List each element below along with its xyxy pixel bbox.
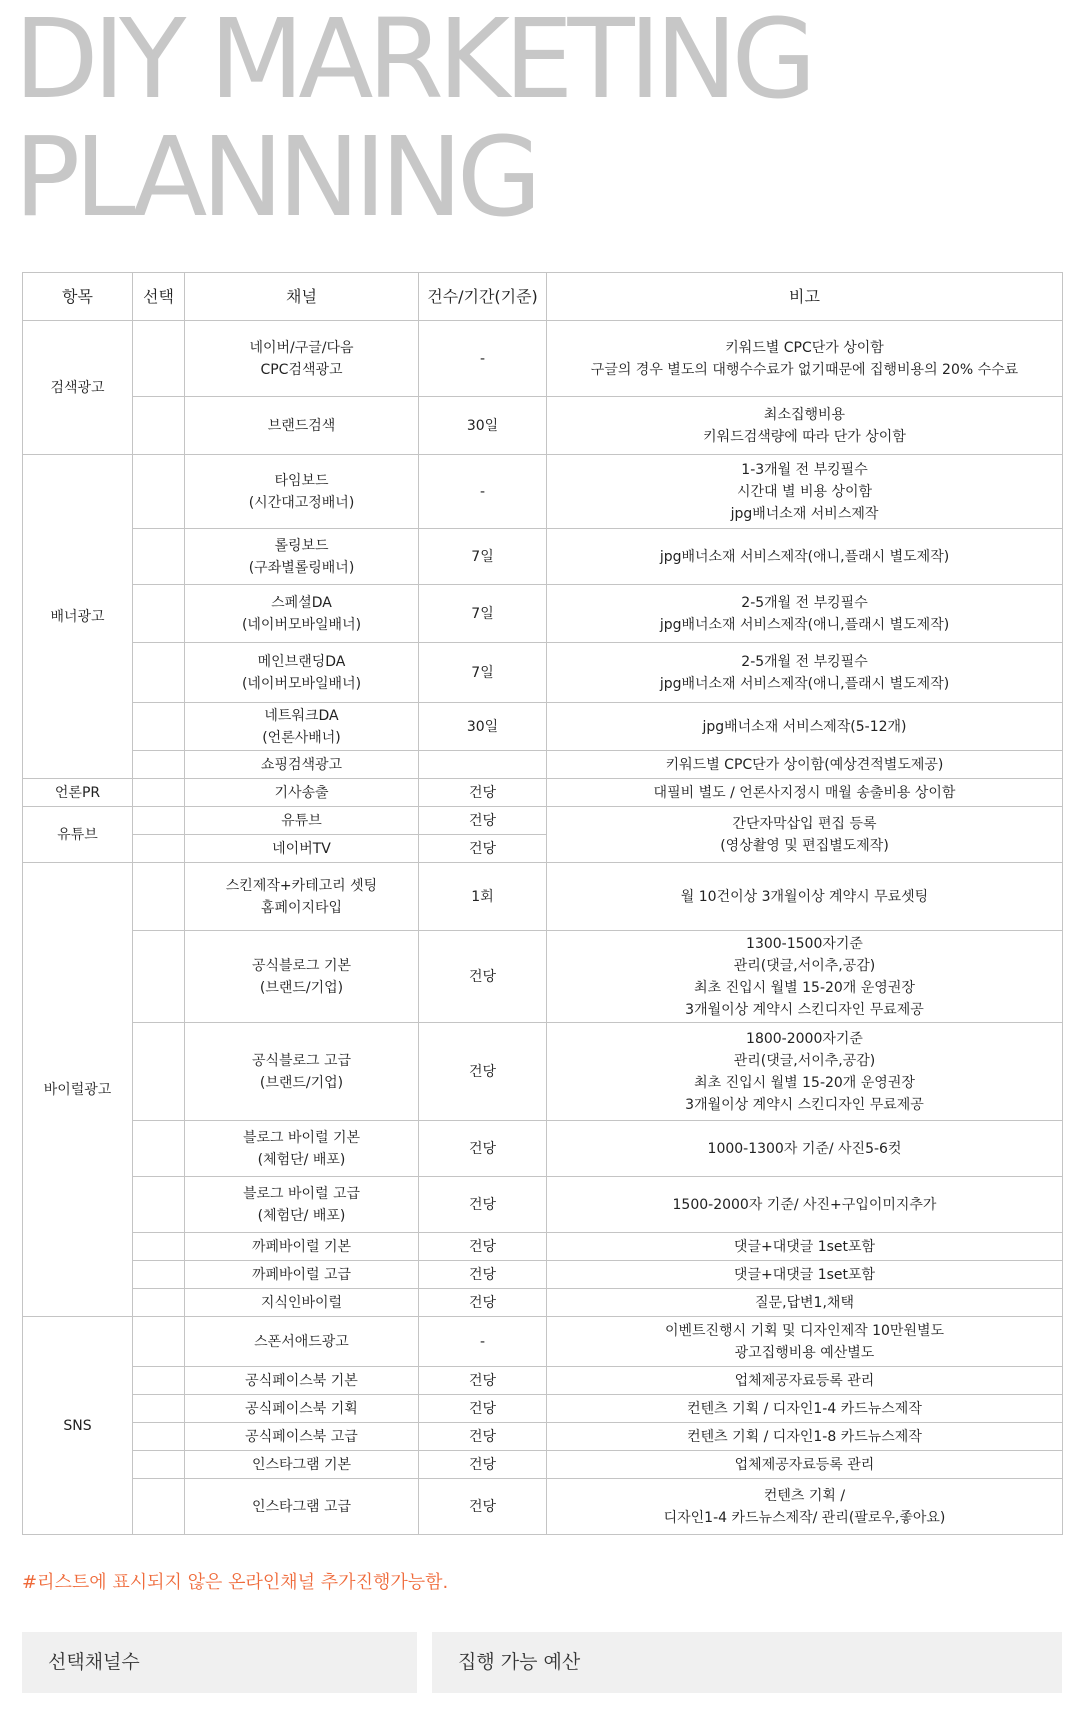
- select-cell[interactable]: [133, 585, 185, 643]
- select-cell[interactable]: [133, 1023, 185, 1121]
- table-row: [23, 643, 1063, 703]
- table-header-row: [23, 273, 1063, 321]
- count-cell: 7일: [419, 585, 547, 643]
- table-row: [23, 321, 1063, 397]
- count-cell: -: [419, 1317, 547, 1367]
- category-cell: 배너광고: [23, 455, 133, 779]
- note-cell: 1000-1300자 기준/ 사진5-6컷: [547, 1121, 1063, 1177]
- channel-cell: 네이버TV: [185, 835, 419, 863]
- select-cell[interactable]: [133, 529, 185, 585]
- table-row: [23, 585, 1063, 643]
- channel-cell: 공식페이스북 고급: [185, 1423, 419, 1451]
- count-cell: 건당: [419, 779, 547, 807]
- channel-cell: 메인브랜딩DA (네이버모바일배너): [185, 643, 419, 703]
- channel-cell: 네이버/구글/다음 CPC검색광고: [185, 321, 419, 397]
- count-cell: 건당: [419, 1121, 547, 1177]
- marketing-plan-table: [22, 272, 1063, 1535]
- note-cell: 1800-2000자기준 관리(댓글,서이추,공감) 최초 진입시 월별 15-20개 운영권장 3개월이상 계약시 스킨디자인 무료제공: [547, 1023, 1063, 1121]
- note-cell: 월 10건이상 3개월이상 계약시 무료셋팅: [547, 863, 1063, 931]
- selected-channels-box[interactable]: 선택채널수: [22, 1632, 417, 1693]
- channel-cell: 기사송출: [185, 779, 419, 807]
- table-row: [23, 1121, 1063, 1177]
- select-cell[interactable]: [133, 321, 185, 397]
- table-row: [23, 397, 1063, 455]
- select-cell[interactable]: [133, 779, 185, 807]
- note-cell: 댓글+대댓글 1set포함: [547, 1233, 1063, 1261]
- note-cell: 질문,답변1,채택: [547, 1289, 1063, 1317]
- count-cell: 건당: [419, 1395, 547, 1423]
- table-row: [23, 703, 1063, 751]
- note-cell: 최소집행비용 키워드검색량에 따라 단가 상이함: [547, 397, 1063, 455]
- channel-cell: 네트워크DA (언론사배너): [185, 703, 419, 751]
- select-cell[interactable]: [133, 863, 185, 931]
- note-cell: 1300-1500자기준 관리(댓글,서이추,공감) 최초 진입시 월별 15-20개 운영권장 3개월이상 계약시 스킨디자인 무료제공: [547, 931, 1063, 1023]
- select-cell[interactable]: [133, 1367, 185, 1395]
- channel-cell: 롤링보드 (구좌별롤링배너): [185, 529, 419, 585]
- count-cell: 30일: [419, 397, 547, 455]
- count-cell: 1회: [419, 863, 547, 931]
- category-cell: 유튜브: [23, 807, 133, 863]
- count-cell: 7일: [419, 529, 547, 585]
- select-cell[interactable]: [133, 703, 185, 751]
- header-item: 항목: [23, 273, 133, 321]
- select-cell[interactable]: [133, 1121, 185, 1177]
- note-cell: 댓글+대댓글 1set포함: [547, 1261, 1063, 1289]
- count-cell: 건당: [419, 1451, 547, 1479]
- count-cell: 30일: [419, 703, 547, 751]
- table-body: [23, 321, 1063, 1535]
- count-cell: 건당: [419, 1367, 547, 1395]
- table-row: [23, 1451, 1063, 1479]
- table-row: [23, 1177, 1063, 1233]
- select-cell[interactable]: [133, 397, 185, 455]
- select-cell[interactable]: [133, 931, 185, 1023]
- select-cell[interactable]: [133, 643, 185, 703]
- channel-cell: 까페바이럴 고급: [185, 1261, 419, 1289]
- note-cell: 업체제공자료등록 관리: [547, 1451, 1063, 1479]
- channel-cell: 공식블로그 기본 (브랜드/기업): [185, 931, 419, 1023]
- page-title: [14, 0, 811, 241]
- count-cell: [419, 751, 547, 779]
- channel-cell: 스페셜DA (네이버모바일배너): [185, 585, 419, 643]
- channel-cell: 블로그 바이럴 고급 (체험단/ 배포): [185, 1177, 419, 1233]
- header-channel: 채널: [185, 273, 419, 321]
- select-cell[interactable]: [133, 1479, 185, 1535]
- note-cell: 컨텐츠 기획 / 디자인1-8 카드뉴스제작: [547, 1423, 1063, 1451]
- select-cell[interactable]: [133, 1233, 185, 1261]
- table-row: [23, 807, 1063, 835]
- category-cell: 바이럴광고: [23, 863, 133, 1317]
- header-count: 건수/기간(기준): [419, 273, 547, 321]
- count-cell: 7일: [419, 643, 547, 703]
- table-row: [23, 779, 1063, 807]
- count-cell: 건당: [419, 1289, 547, 1317]
- header-select: 선택: [133, 273, 185, 321]
- count-cell: 건당: [419, 1423, 547, 1451]
- table-row: [23, 455, 1063, 529]
- channel-cell: 공식블로그 고급 (브랜드/기업): [185, 1023, 419, 1121]
- table-row: [23, 1289, 1063, 1317]
- note-cell: jpg배너소재 서비스제작(5-12개): [547, 703, 1063, 751]
- note-cell: 키워드별 CPC단가 상이함 구글의 경우 별도의 대행수수료가 없기때문에 집행비용의 20% 수수료: [547, 321, 1063, 397]
- budget-box[interactable]: 집행 가능 예산: [432, 1632, 1062, 1693]
- count-cell: 건당: [419, 1479, 547, 1535]
- channel-cell: 인스타그램 기본: [185, 1451, 419, 1479]
- note-cell: 업체제공자료등록 관리: [547, 1367, 1063, 1395]
- channel-cell: 쇼핑검색광고: [185, 751, 419, 779]
- channel-cell: 블로그 바이럴 기본 (체험단/ 배포): [185, 1121, 419, 1177]
- channel-cell: 공식페이스북 기획: [185, 1395, 419, 1423]
- select-cell[interactable]: [133, 835, 185, 863]
- category-cell: SNS: [23, 1317, 133, 1535]
- count-cell: 건당: [419, 1261, 547, 1289]
- count-cell: 건당: [419, 1177, 547, 1233]
- note-cell: 대필비 별도 / 언론사지정시 매월 송출비용 상이함: [547, 779, 1063, 807]
- table-row: [23, 1023, 1063, 1121]
- title-line-1: DIY MARKETING: [14, 0, 811, 123]
- select-cell[interactable]: [133, 1289, 185, 1317]
- note-cell: jpg배너소재 서비스제작(애니,플래시 별도제작): [547, 529, 1063, 585]
- note-cell: 1500-2000자 기준/ 사진+구입이미지추가: [547, 1177, 1063, 1233]
- select-cell[interactable]: [133, 751, 185, 779]
- note-cell: 이벤트진행시 기획 및 디자인제작 10만원별도 광고집행비용 예산별도: [547, 1317, 1063, 1367]
- count-cell: 건당: [419, 1023, 547, 1121]
- count-cell: 건당: [419, 835, 547, 863]
- channel-cell: 타임보드 (시간대고정배너): [185, 455, 419, 529]
- channel-cell: 스폰서애드광고: [185, 1317, 419, 1367]
- select-cell[interactable]: [133, 1317, 185, 1367]
- channel-cell: 인스타그램 고급: [185, 1479, 419, 1535]
- table-row: [23, 1395, 1063, 1423]
- header-note: 비고: [547, 273, 1063, 321]
- table-row: [23, 863, 1063, 931]
- table-row: [23, 1423, 1063, 1451]
- note-cell: 간단자막삽입 편집 등록 (영상촬영 및 편집별도제작): [547, 807, 1063, 863]
- channel-cell: 공식페이스북 기본: [185, 1367, 419, 1395]
- footnote: #리스트에 표시되지 않은 온라인채널 추가진행가능함.: [22, 1572, 449, 1593]
- table-row: [23, 1233, 1063, 1261]
- count-cell: 건당: [419, 931, 547, 1023]
- channel-cell: 까페바이럴 기본: [185, 1233, 419, 1261]
- select-cell[interactable]: [133, 1261, 185, 1289]
- table-row: [23, 931, 1063, 1023]
- note-cell: 컨텐츠 기획 / 디자인1-4 카드뉴스제작/ 관리(팔로우,좋아요): [547, 1479, 1063, 1535]
- note-cell: 컨텐츠 기획 / 디자인1-4 카드뉴스제작: [547, 1395, 1063, 1423]
- table-row: [23, 1261, 1063, 1289]
- select-cell[interactable]: [133, 455, 185, 529]
- table-row: [23, 529, 1063, 585]
- table-row: [23, 1479, 1063, 1535]
- category-cell: 검색광고: [23, 321, 133, 455]
- select-cell[interactable]: [133, 807, 185, 835]
- count-cell: 건당: [419, 1233, 547, 1261]
- channel-cell: 스킨제작+카테고리 셋팅 홈페이지타입: [185, 863, 419, 931]
- note-cell: 1-3개월 전 부킹필수 시간대 별 비용 상이함 jpg배너소재 서비스제작: [547, 455, 1063, 529]
- select-cell[interactable]: [133, 1451, 185, 1479]
- count-cell: -: [419, 321, 547, 397]
- note-cell: 2-5개월 전 부킹필수 jpg배너소재 서비스제작(애니,플래시 별도제작): [547, 585, 1063, 643]
- channel-cell: 지식인바이럴: [185, 1289, 419, 1317]
- table-row: [23, 1317, 1063, 1367]
- note-cell: 키워드별 CPC단가 상이함(예상견적별도제공): [547, 751, 1063, 779]
- select-cell[interactable]: [133, 1423, 185, 1451]
- channel-cell: 브랜드검색: [185, 397, 419, 455]
- note-cell: 2-5개월 전 부킹필수 jpg배너소재 서비스제작(애니,플래시 별도제작): [547, 643, 1063, 703]
- select-cell[interactable]: [133, 1395, 185, 1423]
- channel-cell: 유튜브: [185, 807, 419, 835]
- title-line-2: PLANNING: [14, 113, 536, 241]
- count-cell: -: [419, 455, 547, 529]
- table-row: [23, 1367, 1063, 1395]
- count-cell: 건당: [419, 807, 547, 835]
- category-cell: 언론PR: [23, 779, 133, 807]
- select-cell[interactable]: [133, 1177, 185, 1233]
- table-row: [23, 751, 1063, 779]
